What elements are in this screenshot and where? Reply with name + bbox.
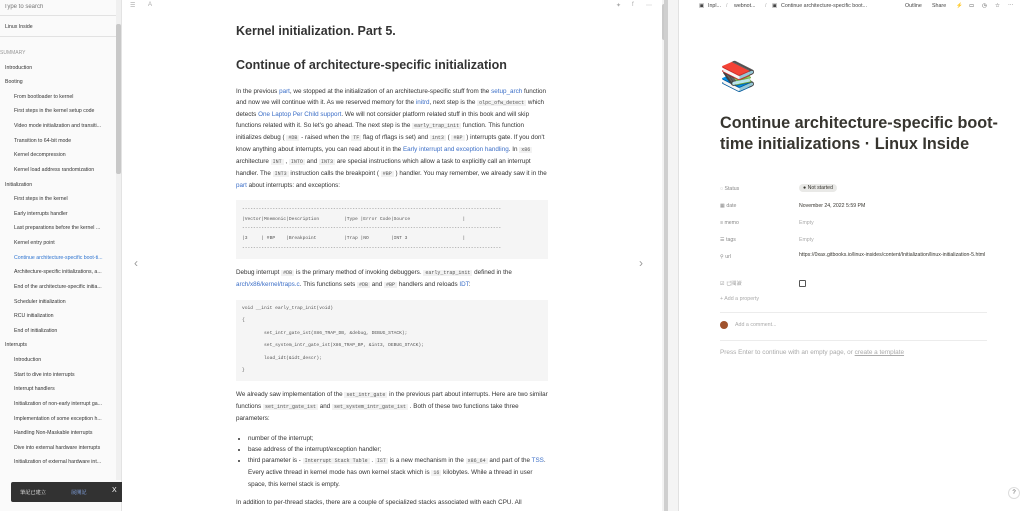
property-memo[interactable] xyxy=(720,217,1000,231)
sidebar-item[interactable]: Architecture-specific initializations, a... xyxy=(14,269,102,276)
inline-code: set_system_intr_gate_ist xyxy=(333,403,406,410)
label: date xyxy=(726,203,737,209)
paragraph xyxy=(236,267,548,291)
inline-code: #BP xyxy=(453,135,463,141)
sidebar-item[interactable]: Handling Non-Maskable interrupts xyxy=(14,430,93,437)
share-icon[interactable]: ⋯ xyxy=(646,3,652,9)
calendar-icon: ▦ xyxy=(720,203,727,209)
url-property-label xyxy=(720,254,731,260)
toast-close-button[interactable]: X xyxy=(112,487,117,494)
inline-code: #BP xyxy=(386,281,396,288)
link-idt[interactable]: IDT xyxy=(459,280,469,288)
text-icon: ≡ xyxy=(720,220,725,226)
paragraph: In addition to per-thread stacks, there are a couple of specialized stacks associated with each CPU. All xyxy=(236,498,522,506)
sidebar-item[interactable]: Continue architecture-specific boot-ti... xyxy=(14,254,103,261)
page-title: Kernel initialization. Part 5. xyxy=(236,24,396,38)
status-badge[interactable]: ● Not started xyxy=(799,184,837,192)
text: are special instructions which allow a task to explicitly call an interrupt handler. The xyxy=(236,158,531,177)
link-part[interactable]: part xyxy=(279,88,290,95)
sidebar-item[interactable]: Initialization xyxy=(5,181,33,188)
status-property-label xyxy=(720,186,739,192)
inline-code: x86 xyxy=(521,147,531,153)
text: ) handler. You may remember, we already saw it in the xyxy=(393,170,547,177)
property-date[interactable] xyxy=(720,200,1000,214)
page-title[interactable]: Continue architecture-specific boot-time initializations · Linux Inside xyxy=(720,114,998,153)
inline-code: x86_64 xyxy=(467,457,486,464)
add-property-button[interactable]: + Add a property xyxy=(720,296,760,302)
inline-code: #BP xyxy=(382,171,392,177)
label: tags xyxy=(726,237,736,243)
date-property-label xyxy=(720,203,736,209)
label: url xyxy=(725,254,732,260)
sidebar-item[interactable]: End of the architecture-specific initia... xyxy=(14,283,102,290)
comments-icon[interactable]: ▭ xyxy=(969,3,975,9)
inline-code: TF xyxy=(353,135,360,141)
inline-code: INT3 xyxy=(274,171,287,177)
notion-page-pane xyxy=(680,0,1024,511)
list-item: • base address of the interrupt/exception handler; xyxy=(248,444,548,455)
inline-code: IST xyxy=(376,457,386,464)
create-template-link[interactable]: create a template xyxy=(854,349,905,356)
sidebar-item[interactable]: Introduction xyxy=(14,357,42,364)
bullet-list xyxy=(248,433,548,490)
interrupt-table-block: ---------------------------------------------------------------------------------------------- |Vector|Mnemonic|Description |Type |Error Code|Source | ---------------------------------------------------------------------------------------------- |3 | #BP |Breakpoint |Trap |NO |INT 3 | ---------------------------------------------------------------------------------------------- xyxy=(236,200,548,259)
divider xyxy=(720,312,987,313)
sidebar-item[interactable]: Kernel decompression xyxy=(14,152,66,159)
sidebar-item[interactable]: RCU initialization xyxy=(14,313,54,320)
text: and xyxy=(370,280,385,288)
book-sidebar xyxy=(0,0,122,511)
link-olpc[interactable]: One Laptop Per Child support xyxy=(258,111,342,118)
text: is a new mechanism in the xyxy=(387,456,466,464)
inline-code: #DB xyxy=(358,281,368,288)
sidebar-item[interactable]: Early interrupts handler xyxy=(14,210,68,217)
sidebar-item[interactable]: Introduction xyxy=(5,64,33,71)
section-heading: Continue of architecture-specific initialization xyxy=(236,58,507,72)
more-options-icon[interactable]: ⋯ xyxy=(1008,3,1014,9)
text: about interrupts: and exceptions: xyxy=(246,182,340,189)
property-read-checkbox[interactable] xyxy=(720,277,1000,291)
menu-icon[interactable]: ☰ xyxy=(130,3,136,9)
inline-code: int3 xyxy=(431,135,444,141)
inline-code: set_intr_gate_ist xyxy=(264,403,316,410)
checkbox-property-label xyxy=(720,280,742,287)
link-tss[interactable]: TSS xyxy=(531,456,544,464)
toast-notification xyxy=(11,482,125,502)
inline-code: #DB xyxy=(288,135,298,141)
breadcrumb-item[interactable]: webnot... xyxy=(734,3,756,9)
label: memo xyxy=(724,220,739,226)
hint-text: Press Enter to continue with an empty page, or xyxy=(720,349,855,356)
pane-gutter xyxy=(668,0,679,511)
memo-value[interactable]: Empty xyxy=(799,220,814,226)
tags-property-label xyxy=(720,237,736,243)
history-icon[interactable]: ◷ xyxy=(982,3,987,9)
url-value-link[interactable]: https://0xax.gitbooks.io/linux-insides/content/Initialization/linux-initialization-5.html xyxy=(799,252,986,258)
inline-code: set_intr_gate xyxy=(346,391,386,398)
toast-message: 筆記已建立 xyxy=(20,490,46,496)
inline-code: INT3 xyxy=(320,159,333,165)
link-early-interrupts[interactable]: Early interrupt and exception handling xyxy=(402,146,509,153)
facebook-icon[interactable]: f xyxy=(632,2,634,8)
inline-code: INT xyxy=(272,159,282,165)
sidebar-item[interactable]: Initialization of non-early interrupt ga... xyxy=(14,400,102,407)
sidebar-divider xyxy=(0,15,116,16)
book-content-pane xyxy=(122,0,667,511)
text: ) interrupts gate. If you don't know anything about interrupts, you can read about it in the xyxy=(236,134,545,153)
page-icon: ▣ xyxy=(699,3,705,9)
sidebar-scrollbar-thumb[interactable] xyxy=(116,24,121,174)
label: 已閱讀 xyxy=(726,281,742,287)
text: flag of rflags is set) and xyxy=(361,134,430,141)
text: Debug interrupt xyxy=(236,268,282,276)
sidebar-book-title[interactable]: Linux Inside xyxy=(5,24,33,30)
font-settings-icon[interactable]: A xyxy=(148,2,153,8)
list-item xyxy=(248,455,548,490)
text: defined in the xyxy=(472,268,512,276)
search-input[interactable] xyxy=(4,1,120,13)
breadcrumb-separator: / xyxy=(726,3,728,9)
text: handlers and reloads xyxy=(397,280,460,288)
text: and xyxy=(304,158,319,165)
date-value[interactable]: November 24, 2022 5:59 PM xyxy=(799,203,866,209)
toast-action-button[interactable]: 展開記 xyxy=(71,490,87,496)
status-value: Not started xyxy=(807,185,833,191)
favorite-star-icon[interactable]: ☆ xyxy=(995,3,1000,9)
text: , we stopped at the initialization of an architecture-specific stuff from the xyxy=(289,88,492,95)
sidebar-item[interactable]: First steps in the kernel xyxy=(14,196,68,203)
inline-code: early_trap_init xyxy=(425,269,471,276)
text: and part of the xyxy=(487,456,532,464)
text: in the previous part about interrupts. Here are two similar functions xyxy=(236,390,548,410)
checkbox-icon: ☑ xyxy=(720,281,727,287)
article xyxy=(236,24,548,511)
share-button[interactable]: Share xyxy=(932,3,947,9)
sidebar-item[interactable]: From bootloader to kernel xyxy=(14,93,74,100)
text: We already saw implementation of the xyxy=(236,390,345,398)
list-icon: ☰ xyxy=(720,237,727,243)
text: kilobytes. While a thread in user space, this kernel stack is empty. xyxy=(248,468,533,488)
property-status[interactable] xyxy=(720,183,1000,197)
sidebar-item[interactable]: Last preparations before the kernel ... xyxy=(14,225,101,232)
link-initrd[interactable]: initrd xyxy=(415,99,430,106)
breadcrumb-item[interactable]: Continue architecture-specific boot... xyxy=(781,3,867,9)
inline-code: 16 xyxy=(433,469,440,476)
text: . We will not consider platform related stuff in this book and will skip functions related with it. So let's go ahead. The next step is the xyxy=(236,111,530,129)
text: third parameter is - xyxy=(248,456,303,464)
text: . Both of these two functions take three parameters: xyxy=(236,402,519,422)
list-item: • number of the interrupt; xyxy=(248,433,548,444)
twitter-icon[interactable]: ✦ xyxy=(616,3,622,9)
text: ( xyxy=(445,134,452,141)
help-button[interactable]: ? xyxy=(1008,487,1020,499)
text: . This functions sets xyxy=(299,280,357,288)
sidebar-section-header: SUMMARY xyxy=(0,50,26,56)
sidebar-item[interactable]: Dive into external hardware interrupts xyxy=(14,444,101,451)
sidebar-item[interactable]: Transition to 64-bit mode xyxy=(14,137,72,144)
sidebar-item[interactable]: Scheduler initialization xyxy=(14,298,66,305)
status-icon: ◌ xyxy=(720,186,725,192)
link-part[interactable]: part xyxy=(236,182,247,189)
tags-value[interactable]: Empty xyxy=(799,237,814,243)
updates-icon[interactable]: ⚡ xyxy=(956,3,963,9)
property-url[interactable] xyxy=(720,251,1000,271)
property-tags[interactable] xyxy=(720,234,1000,248)
inline-code: INTO xyxy=(290,159,303,165)
page-emoji-icon[interactable]: 📚 xyxy=(720,61,757,93)
sidebar-item[interactable]: Kernel entry point xyxy=(14,240,55,247)
breadcrumb-item[interactable]: Inpl... xyxy=(708,3,721,9)
memo-property-label xyxy=(720,220,739,226)
sidebar-item[interactable]: Start to dive into interrupts xyxy=(14,371,75,378)
text: . In xyxy=(508,146,520,153)
text: , next step is the xyxy=(429,99,478,106)
text: architecture xyxy=(236,158,271,165)
empty-page-hint xyxy=(720,349,904,356)
sidebar-item[interactable]: Booting xyxy=(5,79,23,86)
sidebar-item[interactable]: End of initialization xyxy=(14,327,58,334)
paragraph xyxy=(236,389,548,424)
label: Status xyxy=(724,186,740,192)
link-icon: ⚲ xyxy=(720,254,726,260)
text: . Every active thread in kernel mode has own kernel stack which is xyxy=(248,456,546,476)
inline-code: Interrupt Stack Table xyxy=(304,457,368,464)
code-block: void __init early_trap_init(void) { set_intr_gate_ist(X86_TRAP_DB, &debug, DEBUG_STACK); set_system_intr_gate_ist(X86_TRAP_BP, &int3, DEBUG_STACK); load_idt(&idt_descr); } xyxy=(236,300,548,381)
avatar xyxy=(720,321,728,329)
text: , xyxy=(283,158,289,165)
sidebar-item[interactable]: Kernel load address randomization xyxy=(14,166,95,173)
sidebar-item[interactable]: Implementation of some exception h... xyxy=(14,415,102,422)
inline-code: #DB xyxy=(283,269,293,276)
text: which detects xyxy=(236,99,545,118)
text: instruction calls the breakpoint ( xyxy=(288,170,381,177)
read-checkbox[interactable] xyxy=(799,280,806,287)
text: function. This function initializes debug ( xyxy=(236,122,525,141)
sidebar-item[interactable]: Interrupt handlers xyxy=(14,386,55,393)
sidebar-item[interactable]: Video mode initialization and transiti... xyxy=(14,123,101,130)
notion-topbar xyxy=(680,0,1024,12)
comment-placeholder[interactable]: Add a comment... xyxy=(735,322,777,328)
sidebar-item[interactable]: Interrupts xyxy=(5,342,27,349)
link-traps-c[interactable]: arch/x86/kernel/traps.c xyxy=(236,280,300,288)
link-setup-arch[interactable]: setup_arch xyxy=(491,88,523,95)
text: : xyxy=(468,280,471,288)
text: and xyxy=(317,402,332,410)
next-page-chevron-icon[interactable]: › xyxy=(639,256,643,270)
text: . xyxy=(369,456,375,464)
text: - raised when the xyxy=(299,134,352,141)
page-icon: ▣ xyxy=(772,3,778,9)
sidebar-item[interactable]: First steps in the kernel setup code xyxy=(14,108,95,115)
book-toolbar xyxy=(122,0,667,12)
paragraph xyxy=(236,86,548,191)
text: In the previous xyxy=(236,88,280,95)
text: function and now we will continue with it. As we reserved memory for the xyxy=(236,88,547,106)
divider xyxy=(720,340,987,341)
text: is the primary method of invoking debuggers. xyxy=(294,268,424,276)
breadcrumb-separator: / xyxy=(765,3,767,9)
inline-code: olpc_ofw_detect xyxy=(479,100,525,106)
inline-code: early_trap_init xyxy=(414,123,460,129)
sidebar-item[interactable]: Initialization of external hardware int... xyxy=(14,459,102,466)
previous-page-chevron-icon[interactable]: ‹ xyxy=(134,256,138,270)
sidebar-divider xyxy=(0,36,116,37)
outline-button[interactable]: Outline xyxy=(905,3,922,9)
